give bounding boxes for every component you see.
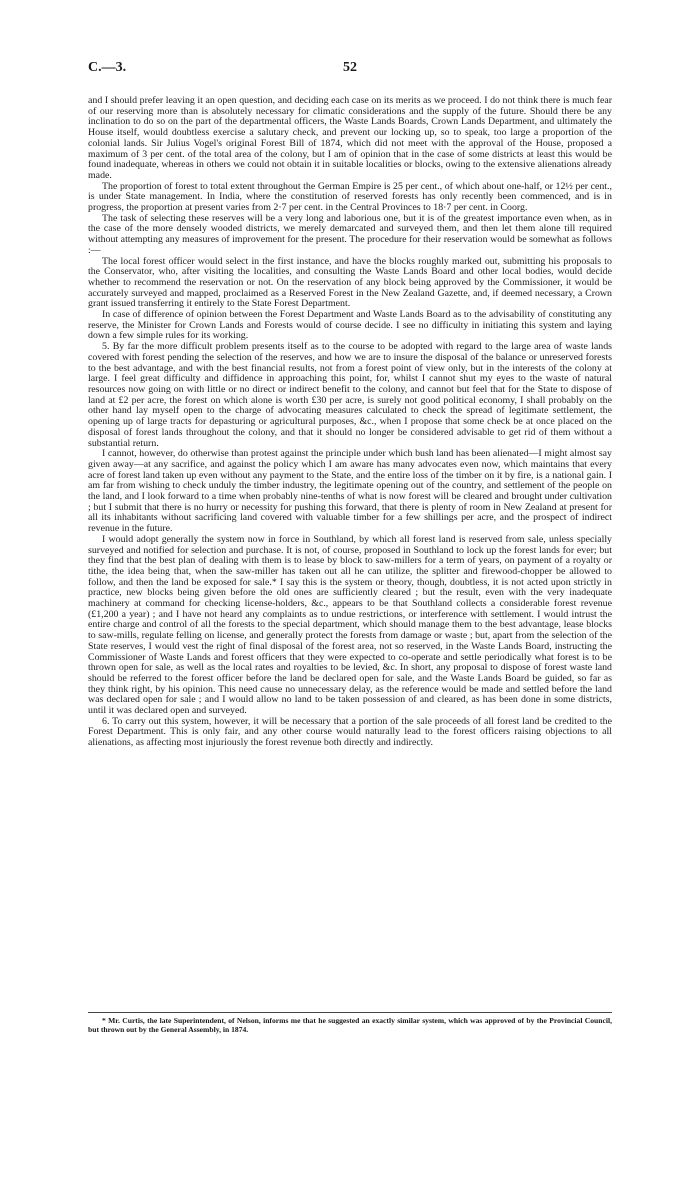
paragraph-protest: I cannot, however, do otherwise than protest against the principle under which bush land has been alienated—I might almost say given away—at any sacrifice, and against the policy which I am aware has many advocates even now, which maintains that every acre of forest land taken up even without any payment to the State, and the entire loss of the timber on it by fire, is a national gain. I am far from wishing to check unduly the timber industry, the legitimate opening out of the country, and settlement of the people on the land, and I look forward to a time when probably nine-tenths of what is now forest will be cleared and brought under cultivation ; but I submit that there is no hurry or necessity for pushing this forward, that there is plenty of room in New Zealand at present for all its inhabitants without sacrificing land covered with valuable timber for a few shillings per acre, and the prospect of indirect revenue in the future. — [88, 448, 612, 535]
page-header — [88, 60, 612, 80]
paragraph-section-5: 5. By far the more difficult problem presents itself as to the course to be adopted with regard to the large area of waste lands covered with forest pending the selection of the reserves, and how we are to insure the disposal of the balance or unreserved forests to the best advantage, and with the best financial results, not from a forest point of view only, but in the interests of the colony at large. I feel great difficulty and diffidence in approaching this point, for, whilst I cannot shut my eyes to the waste of natural resources now going on with little or no direct or indirect benefit to the colony, and cannot but feel that for the State to dispose of land at £2 per acre, the forest on which alone is worth £30 per acre, is surely not good political economy, I shall probably on the other hand lay myself open to the charge of advocating measures calculated to check the spread of legitimate settlement, the opening up of large tracts for depasturing or agricultural purposes, &c., when I propose that some check be at once placed on the disposal of forest lands throughout the colony, and that it should no longer be considered advisable to get rid of them without a substantial return. — [88, 341, 612, 449]
paragraph-section-6: 6. To carry out this system, however, it will be necessary that a portion of the sale proceeds of all forest land be credited to the Forest Department. This is only fair, and any other course would naturally lead to the forest officers raising objections to all alienations, as affecting most injuriously the forest revenue both directly and indirectly. — [88, 715, 612, 749]
footnote: * Mr. Curtis, the late Superintendent, of Nelson, informs me that he suggested an exactly similar system, which was approved of by the Provincial Council, but thrown out by the General Assembly, in 1874. — [88, 1016, 612, 1035]
document-reference: C.—3. — [88, 60, 127, 75]
paragraph-southland-system: I would adopt generally the system now in force in Southland, by which all forest land is reserved from sale, unless specially surveyed and notified for selection and purchase. It is not, of course, proposed in Southland to lock up the forest lands for ever; but they find that the best plan of dealing with them is to lease by block to saw-millers for a term of years, on payment of a royalty or tithe, the idea being that, when the saw-miller has taken out all he can utilize, the splitter and firewood-chopper be allowed to follow, and then the land be exposed for sale.* I say this is the system or theory, though, doubtless, it is not acted upon strictly in practice, new blocks being given before the old ones are sufficiently cleared ; but the result, even with the very inadequate machinery at command for checking license-holders, &c., appears to be that Southland collects a considerable forest revenue (£1,200 a year) ; and I have not heard any complaints as to undue restrictions, or interference with settlement. I would intrust the entire charge and control of all the forests to the special department, which should manage them to the best advantage, lease blocks to saw-mills, regulate felling on license, and generally protect the forests from damage or waste ; but, apart from the selection of the State reserves, I would vest the right of final disposal of the forest area, not so reserved, in the Waste Lands Board, instructing the Commissioner of Waste Lands and forest officers that they were expected to co-operate and settle periodically what forest is to be thrown open for sale, as well as the local rates and royalties to be levied, &c. In short, any proposal to dispose of forest waste land should be referred to the forest officer before the land be declared open for sale, and the Waste Lands Board be guided, so far as they think right, by his opinion. This need cause no unnecessary delay, as the reference would be made and settled before the land was declared open for sale ; and I would allow no land to be taken possession of and cleared, as has been done in some districts, until it was declared open and surveyed. — [88, 533, 612, 717]
paragraph-continuation: and I should prefer leaving it an open question, and deciding each case on its merits as we proceed. I do not think there is much fear of our reserving more than is absolutely necessary for climatic considerations and the supply of the future. Should there be any inclination to do so on the part of the departmental officers, the Waste Lands Boards, Crown Lands Department, and ultimately the House itself, would doubtless exercise a salutary check, and prevent our locking up, so to speak, too large a proportion of the colonial lands. Sir Julius Vogel's original Forest Bill of 1874, which did not meet with the approval of the House, proposed a maximum of 3 per cent. of the total area of the colony, but I am of opinion that in the case of some districts at least this would be found inadequate, whereas in others we could not obtain it in suitable localities or blocks, owing to the extensive alienations already made. — [88, 95, 612, 181]
page-number: 52 — [343, 60, 357, 75]
footnote-divider — [88, 1012, 612, 1013]
paragraph-difference-of-opinion: In case of difference of opinion between the Forest Department and Waste Lands Board as to the advisability of constituting any reserve, the Minister for Crown Lands and Forests would of course decide. I see no difficulty in initiating this system and laying down a few simple rules for its working. — [88, 309, 612, 342]
paragraph-task-of-selecting: The task of selecting these reserves will be a very long and laborious one, but it is of the greatest importance even when, as in the case of the more densely wooded districts, we merely demarcated and surveyed them, and then let them alone till required without attempting any measures of improvement for the present. The procedure for their reservation would be somewhat as follows :— — [88, 212, 612, 256]
body-text — [88, 96, 612, 749]
paragraph-german-empire: The proportion of forest to total extent throughout the German Empire is 25 per cent., of which about one-half, or 12½ per cent., is under State management. In India, where the constitution of reserved forests has only recently been commenced, and is in progress, the proportion at present varies from 2·7 per cent. in the Central Provinces to 18·7 per cent. in Coorg. — [88, 180, 612, 214]
paragraph-local-forest-officer: The local forest officer would select in the first instance, and have the blocks roughly marked out, submitting his proposals to the Conservator, who, after visiting the localities, and consulting the Waste Lands Board and other local bodies, would decide whether to recommend the reservation or not. On the reservation of any block being approved by the Commissioner, it would be accurately surveyed and mapped, proclaimed as a Reserved Forest in the New Zealand Gazette, and, if deemed necessary, a Crown grant issued transferring it entirely to the State Forest Department. — [88, 255, 612, 310]
